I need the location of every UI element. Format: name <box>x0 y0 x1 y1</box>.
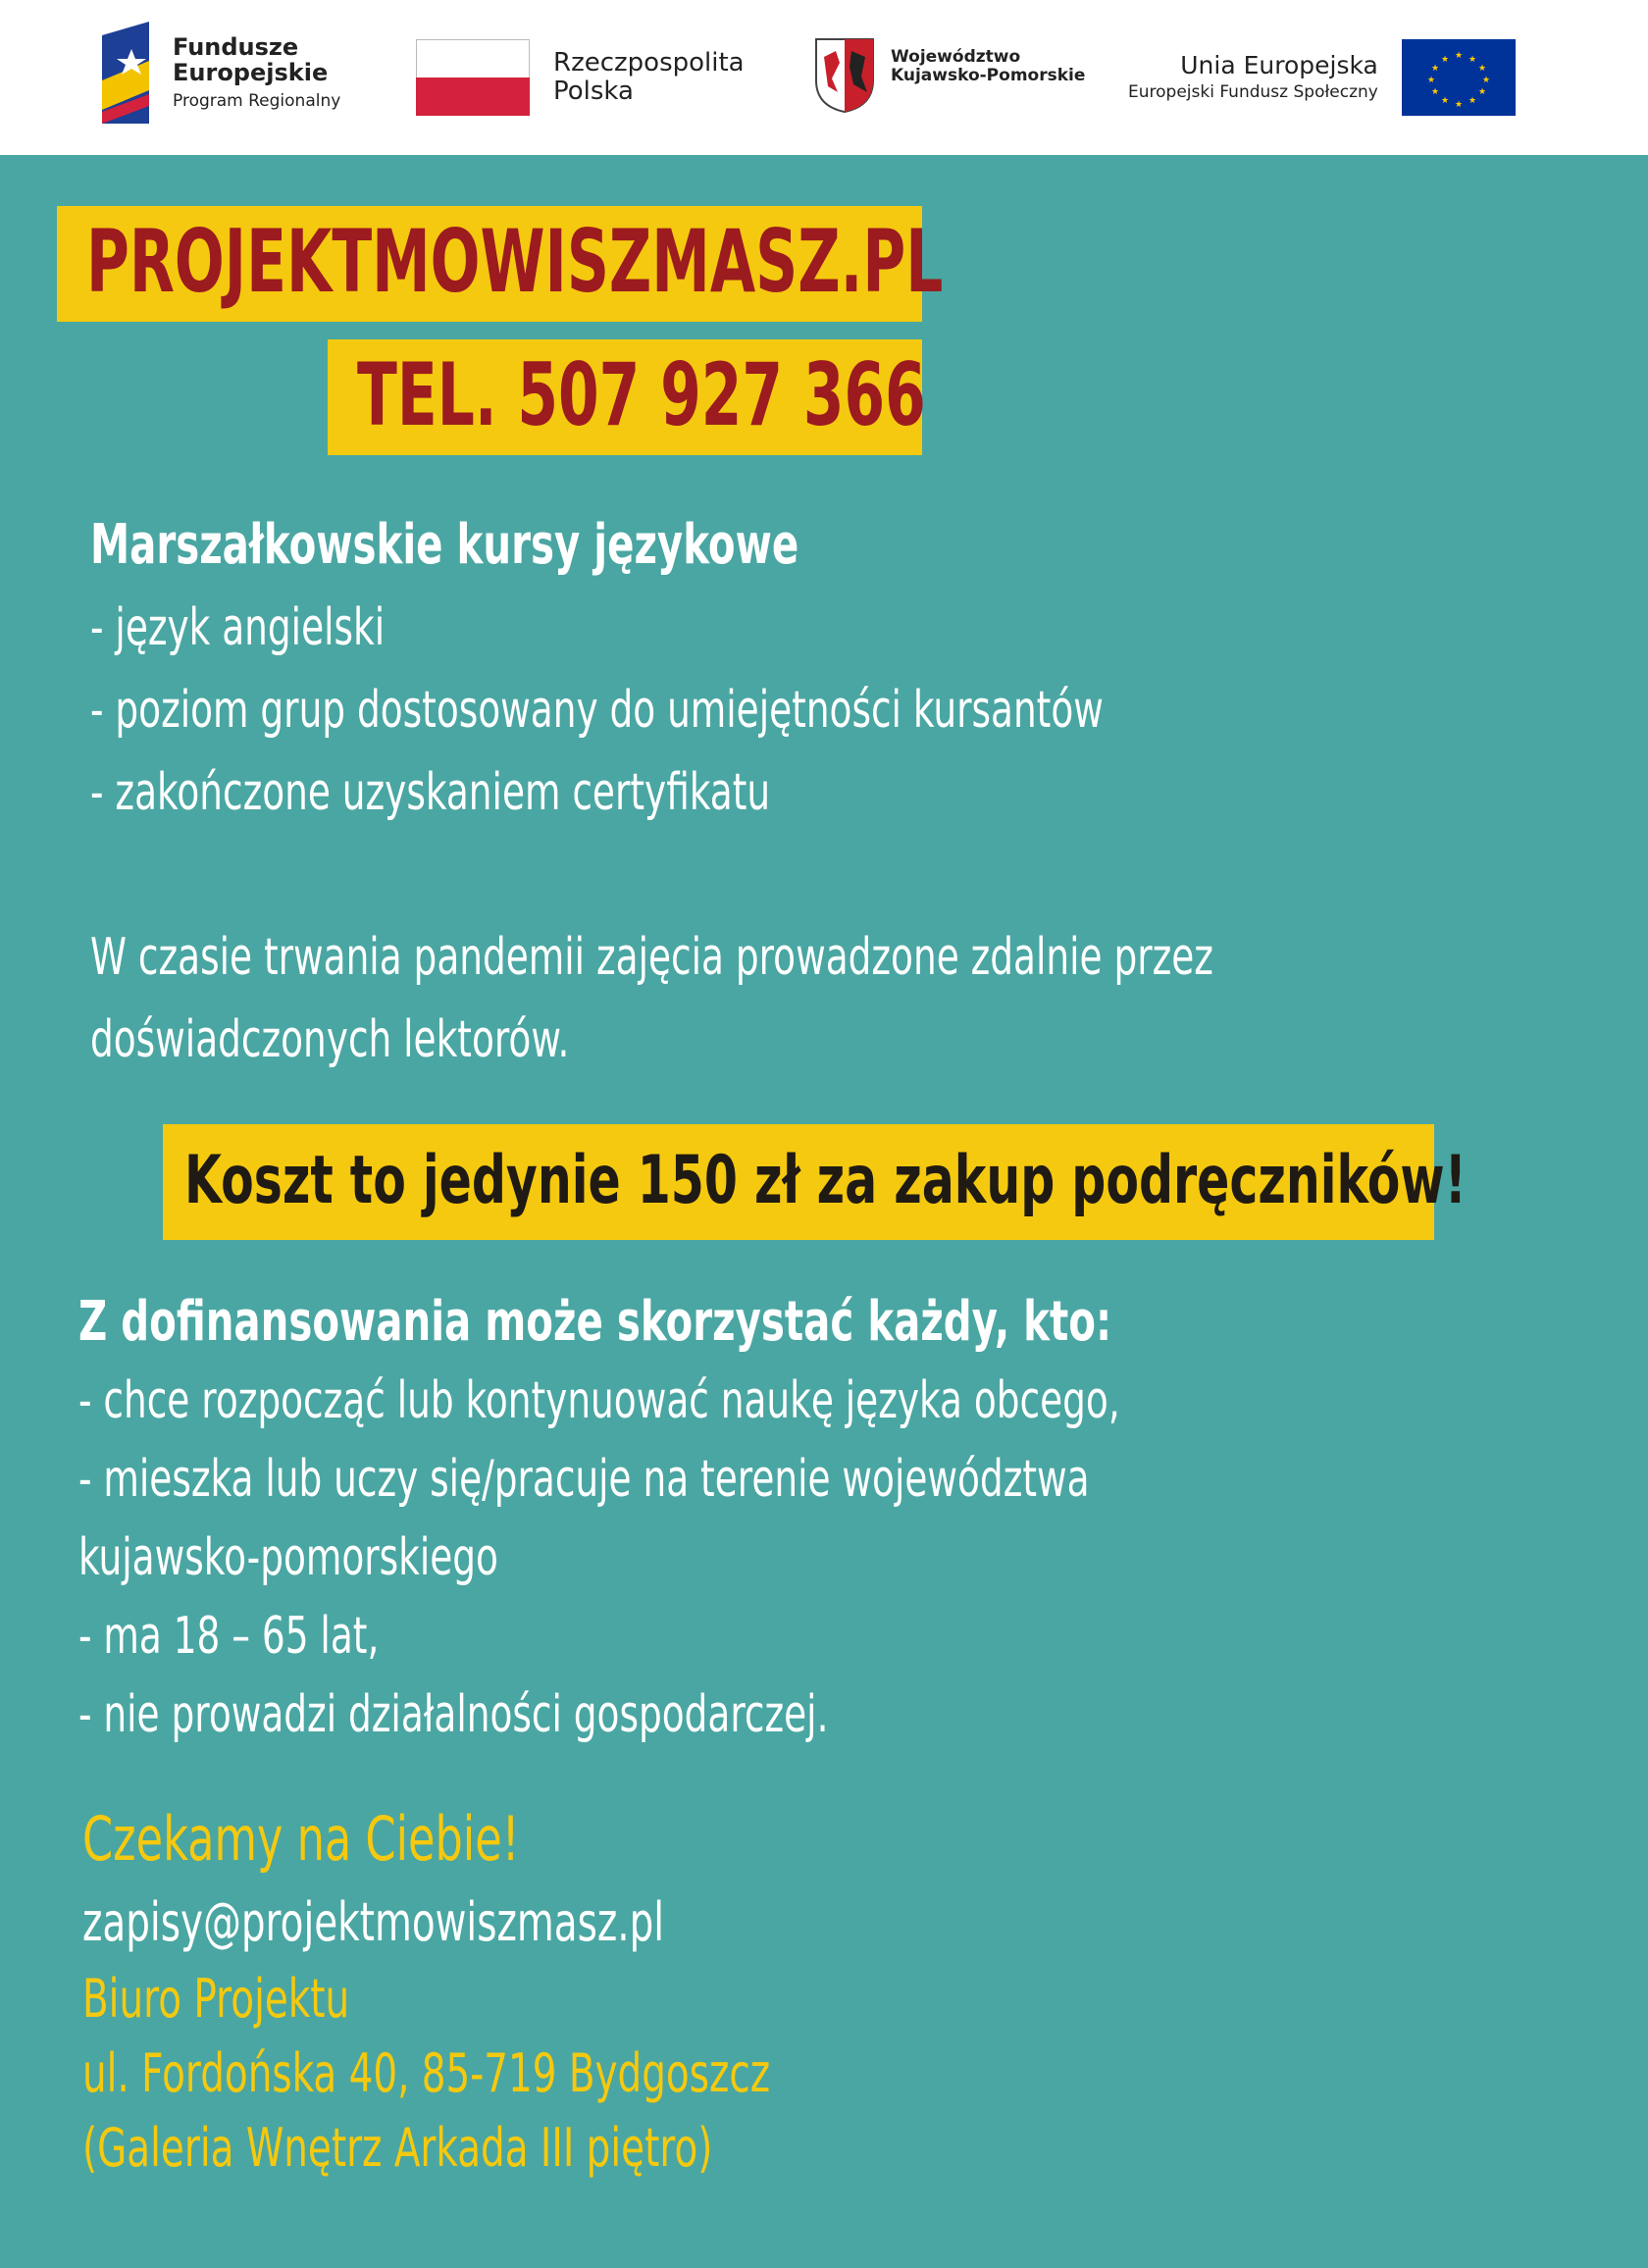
email-link[interactable]: zapisy@projektmowiszmasz.pl <box>82 1891 665 1953</box>
pandemic-line-1: W czasie trwania pandemii zajęcia prowadzone zdalnie przez <box>90 928 1213 987</box>
course-item: - zakończone uzyskaniem certyfikatu <box>90 763 771 822</box>
logo-header <box>0 0 1648 155</box>
eligibility-item: - ma 18 – 65 lat, <box>78 1607 380 1666</box>
courses-heading: Marszałkowskie kursy językowe <box>90 513 799 577</box>
pandemic-line-2: doświadczonych lektorów. <box>90 1010 570 1069</box>
fe-line2: Europejskie <box>173 59 329 87</box>
wojewodztwo-logo <box>814 37 1085 114</box>
svg-text:★: ★ <box>1454 51 1463 61</box>
coat-of-arms-icon <box>814 37 875 114</box>
course-item: - język angielski <box>90 598 386 657</box>
course-item: - poziom grup dostosowany do umiejętności kursantów <box>90 681 1104 740</box>
eligibility-item: - mieszka lub uczy się/pracuje na terenie województwa <box>78 1450 1090 1509</box>
rp-line1: Rzeczpospolita <box>553 47 745 77</box>
contact-footer <box>82 1795 1038 2186</box>
eligibility-item: - chce rozpocząć lub kontynuować naukę języka obcego, <box>78 1371 1120 1430</box>
eu-flag-icon <box>1402 39 1516 116</box>
svg-text:★: ★ <box>1468 96 1476 106</box>
fe-line3: Program Regionalny <box>173 91 341 112</box>
svg-text:★: ★ <box>1440 96 1449 106</box>
office-location: (Galeria Wnętrz Arkada III piętro) <box>82 2117 713 2179</box>
eligibility-item: kujawsko-pomorskiego <box>78 1528 498 1587</box>
ue-line1: Unia Europejska <box>1180 51 1378 80</box>
polish-flag-icon <box>416 39 530 116</box>
svg-text:★: ★ <box>1468 55 1476 65</box>
unia-europejska-logo <box>1128 39 1516 116</box>
pandemic-note <box>90 916 1648 1081</box>
invite-text: Czekamy na Ciebie! <box>82 1803 520 1875</box>
svg-text:★: ★ <box>1481 76 1490 85</box>
office-label: Biuro Projektu <box>82 1968 350 2030</box>
cost-banner <box>163 1124 1467 1240</box>
svg-text:★: ★ <box>1430 64 1439 74</box>
wk-line1: Województwo <box>891 46 1021 67</box>
rp-line2: Polska <box>553 77 634 106</box>
wk-line2: Kujawsko-Pomorskie <box>891 66 1086 85</box>
svg-text:★: ★ <box>1440 55 1449 65</box>
svg-text:★: ★ <box>1426 76 1435 85</box>
svg-text:★: ★ <box>1477 87 1486 97</box>
cost-text: Koszt to jedynie 150 zł za zakup podręczników! <box>184 1141 1467 1219</box>
website-banner <box>57 206 944 322</box>
ue-line2: Europejski Fundusz Społeczny <box>1128 82 1378 103</box>
svg-text:★: ★ <box>1430 87 1439 97</box>
phone-banner <box>328 339 926 455</box>
eligibility-section <box>78 1283 1525 1754</box>
eligibility-item: - nie prowadzi działalności gospodarczej. <box>78 1685 829 1744</box>
svg-text:★: ★ <box>1477 64 1486 74</box>
eligibility-heading: Z dofinansowania może skorzystać każdy, kto: <box>78 1290 1112 1354</box>
rzeczpospolita-polska-logo <box>416 39 745 116</box>
fe-line1: Fundusze <box>173 32 299 61</box>
phone-number[interactable]: TEL. 507 927 366 <box>357 343 926 445</box>
office-address: ul. Fordońska 40, 85-719 Bydgoszcz <box>82 2042 771 2104</box>
svg-text:★: ★ <box>1454 100 1463 110</box>
website-link[interactable]: PROJEKTMOWISZMASZ.PL <box>86 210 944 312</box>
courses-section <box>90 504 1498 834</box>
fundusze-europejskie-logo <box>102 22 340 124</box>
fundusze-europejskie-icon <box>102 22 157 124</box>
